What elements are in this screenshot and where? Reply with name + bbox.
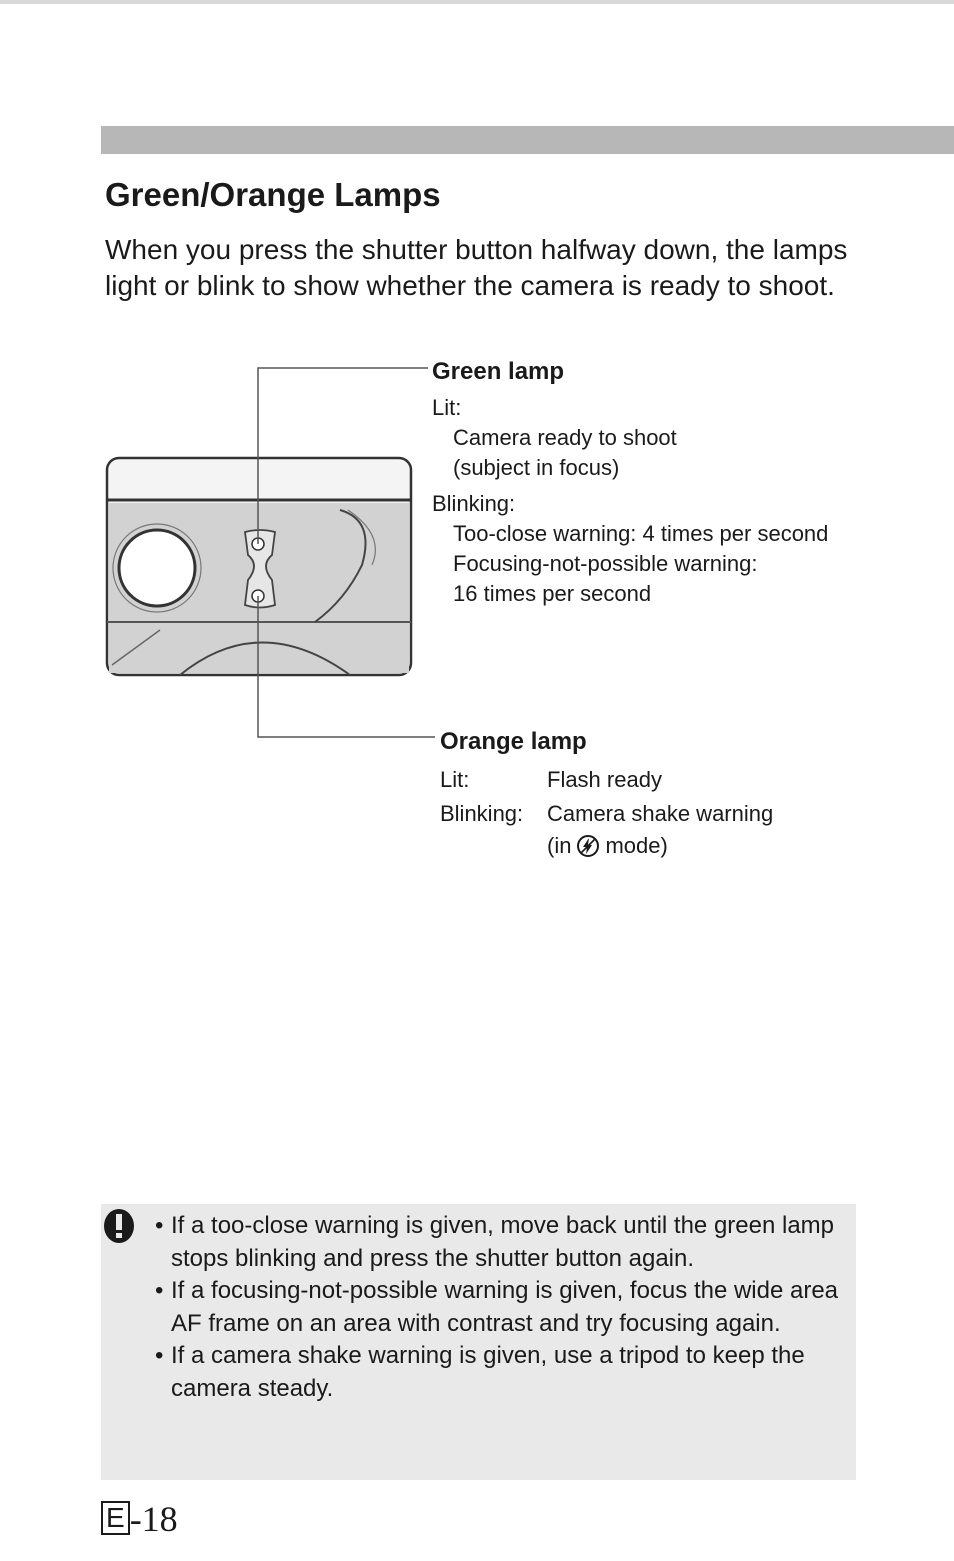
green-lit-line: (subject in focus): [453, 455, 620, 480]
green-lamp-heading: Green lamp: [432, 358, 565, 385]
intro-paragraph: When you press the shutter button halfway down, the lamps light or blink to show whether the camera is ready to shoot.: [105, 234, 848, 301]
note-text: If a focusing-not-possible warning is given, focus the wide area AF frame on an area with contrast and try focusing again.: [171, 1277, 839, 1337]
page-number-text: -18: [129, 1499, 178, 1539]
orange-blink-label: Blinking:: [440, 801, 524, 826]
section-letter-box: E: [101, 1501, 130, 1535]
mode-close-text: mode): [605, 833, 668, 858]
camera-lamps-illustration: [100, 360, 440, 745]
page-number: [101, 1498, 178, 1540]
note-text: If a too-close warning is given, move back until the green lamp stops blinking and press the shutter button again.: [171, 1212, 835, 1272]
orange-lit-value: Flash ready: [547, 767, 662, 792]
orange-blink-value: Camera shake warning: [547, 801, 774, 826]
green-blink-label: Blinking:: [432, 491, 516, 516]
green-blink-line: Too-close warning: 4 times per second: [453, 521, 829, 546]
list-item: • If a too-close warning is given, move back until the green lamp stops blinking and press the shutter button again.: [155, 1212, 835, 1272]
page-title: Green/Orange Lamps: [105, 176, 441, 213]
note-text: If a camera shake warning is given, use a tripod to keep the camera steady.: [171, 1342, 805, 1402]
green-blink-line: Focusing-not-possible warning:: [453, 551, 758, 576]
top-rule: [0, 0, 954, 4]
list-item: • If a focusing-not-possible warning is given, focus the wide area AF frame on an area with contrast and try focusing again.: [155, 1277, 839, 1337]
orange-mode-note: [547, 830, 668, 867]
caution-notes-list: [155, 1210, 855, 1405]
orange-lit-label: Lit:: [440, 767, 470, 792]
green-lamp-description: [432, 393, 828, 609]
green-blink-line: 16 times per second: [453, 581, 652, 606]
green-lit-label: Lit:: [432, 395, 462, 420]
orange-lamp-heading: Orange lamp: [440, 728, 587, 755]
flash-off-mode-icon: [576, 834, 600, 867]
section-header-bar: [101, 126, 954, 154]
green-lit-line: Camera ready to shoot: [453, 425, 677, 450]
list-item: • If a camera shake warning is given, use a tripod to keep the camera steady.: [155, 1342, 805, 1402]
mode-open-text: (in: [547, 833, 572, 858]
caution-icon: [102, 1208, 136, 1249]
